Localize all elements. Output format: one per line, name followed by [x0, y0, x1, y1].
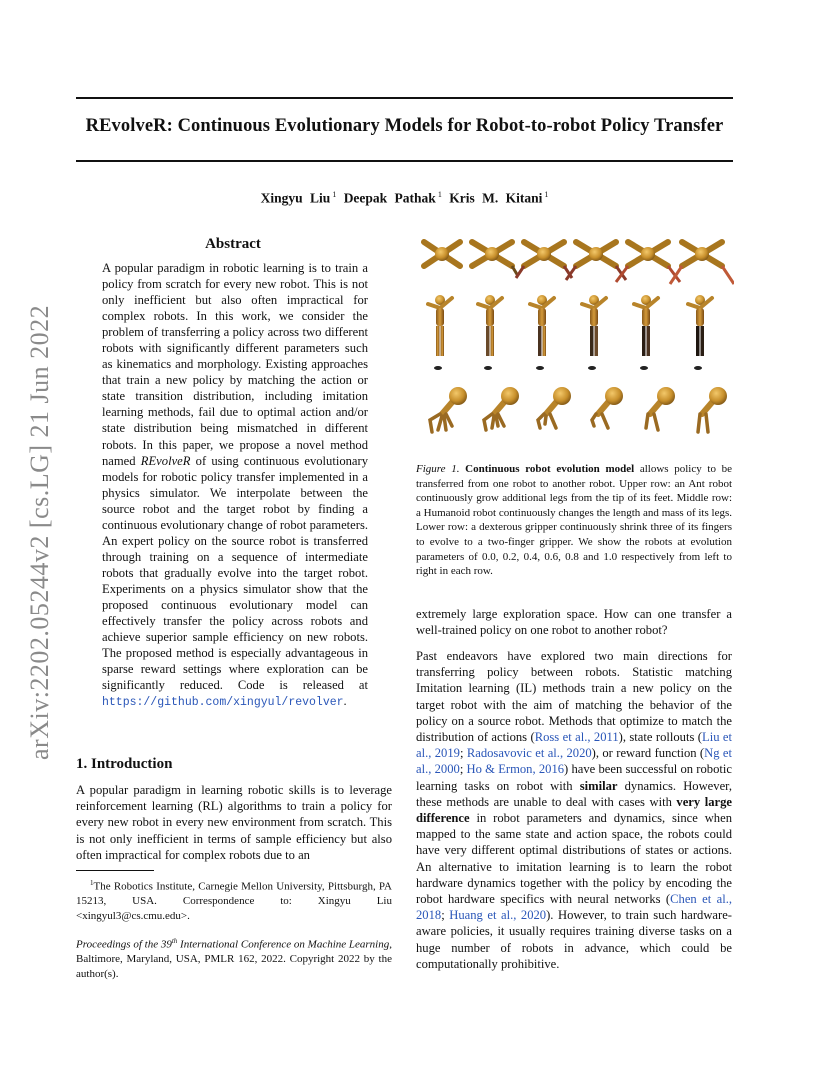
paragraph-text: ; — [459, 746, 467, 761]
gripper-robot-icon — [484, 387, 519, 430]
gripper-robot-icon — [646, 387, 675, 430]
humanoid-robot-row — [428, 295, 712, 370]
citation-link[interactable]: Ho & Ermon, 2016 — [466, 762, 565, 777]
footnote-proceedings — [76, 934, 392, 981]
emphasis-text: similar — [579, 778, 618, 793]
section-heading-introduction: 1. Introduction — [76, 756, 173, 772]
author-name: Xingyu Liu — [260, 190, 331, 206]
humanoid-robot-icon — [428, 295, 452, 370]
title-top-rule — [76, 97, 733, 99]
author-affiliation-mark: 1 — [437, 190, 442, 199]
abstract-text-cont: of using continuous evolutionary models for robotic policy transfer implemented in a physics simulator. We interpolate between the source robot and the target robot by finding a continuous evolutionary change of robot parameters. An expert policy on the source robot is transferred through training on a sequence of intermediate robots that gradually evolve into the target robot. Experiments on a physics simulator show that the proposed continuous evolutionary model can effectively transfer the policy across robots and achieve superior sample efficiency on new robots. The proposed method is especially advantageous in sparse reward settings where exploration can be significantly reduced. Code is released at — [102, 453, 369, 693]
humanoid-robot-icon — [530, 295, 554, 370]
right-column-paragraph-1: extremely large exploration space. How can one transfer a well-trained policy on one robot to another robot? — [416, 607, 732, 638]
gripper-robot-icon — [430, 387, 467, 432]
paragraph-text: ) have been successful on robotic learning tasks on robot with — [416, 762, 732, 793]
author-name: Deepak Pathak — [343, 190, 436, 206]
citation-link[interactable]: Liu et al., 2019 — [416, 730, 732, 761]
gripper-robot-icon — [698, 387, 727, 432]
citation-link[interactable]: Ng et al., 2000 — [416, 746, 732, 777]
footnote-mark: 1 — [90, 879, 94, 887]
method-name: REvolveR — [140, 453, 191, 468]
right-column-paragraph-2 — [416, 648, 732, 972]
introduction-text: A popular paradigm in learning robotic skills is to leverage reinforcement learning (RL) algorithms to train a policy for every new robot in every new environment from scratch. This is not only inefficient in terms of sample efficiency but also often impractical for complex robots due to an — [76, 783, 392, 862]
figure-caption-bold: Continuous robot evolution model — [465, 463, 635, 475]
paragraph-text: in robot parameters and dynamics, since when mapped to the same state and action space, the robots could have very different optimal distributions of states or actions. An alternative to imitation learning is to learn the robot hardware dynamics together with the policy by encoding the robot hardware specifics with neural networks ( — [416, 811, 732, 907]
proceedings-venue: International Conference on Machine Learning — [177, 938, 390, 951]
paragraph-text: Past endeavors have explored two main directions for transferring policy between robots. Statistic matching Imitation learning (IL) methods train a new policy on the target robot with the aim of matching the behavior of the policy on a source robot. Methods that optimize to match the distribution of actions ( — [416, 649, 732, 745]
figure-label: Figure 1. — [416, 463, 460, 475]
proceedings-text: Proceedings of the 39 — [76, 938, 172, 951]
ant-robot-icon — [472, 242, 518, 276]
ant-robot-icon — [566, 242, 626, 280]
humanoid-robot-icon — [582, 295, 606, 370]
author-list — [76, 190, 733, 207]
gripper-robot-row — [430, 387, 727, 432]
emphasis-text: very large difference — [416, 794, 733, 826]
code-link[interactable]: https://github.com/xingyul/revolver — [102, 696, 344, 710]
figure-caption — [416, 462, 732, 579]
arxiv-side-label: arXiv:2202.05244v2 [cs.LG] 21 Jun 2022 — [25, 304, 54, 760]
humanoid-robot-icon — [688, 295, 712, 370]
citation-link[interactable]: Chen et al., 2018 — [416, 892, 732, 923]
citation-link[interactable]: Huang et al., 2020 — [449, 908, 547, 923]
humanoid-robot-icon — [478, 295, 502, 370]
ant-robot-icon — [670, 242, 734, 284]
citation-link[interactable]: Ross et al., 2011 — [534, 730, 619, 745]
paper-title: REvolveR: Continuous Evolutionary Models for Robot-to-robot Policy Transfer — [85, 116, 724, 136]
footnote-rule — [76, 870, 154, 871]
paragraph-text: ), state rollouts ( — [618, 730, 702, 745]
title-bottom-rule — [76, 160, 733, 162]
author-name: Kris M. Kitani — [449, 190, 543, 206]
paragraph-text: ), or reward function ( — [591, 746, 705, 761]
abstract-body — [102, 260, 368, 711]
gripper-robot-icon — [592, 387, 623, 428]
ant-robot-row — [424, 242, 734, 284]
paragraph-text: ; — [441, 908, 450, 923]
ant-robot-icon — [616, 242, 680, 282]
abstract-end: . — [343, 694, 347, 709]
abstract-heading: Abstract — [205, 236, 261, 252]
abstract-text: A popular paradigm in robotic learning is to train a policy from scratch for every new robot. This is not only inefficient but also often impractical for complex robots. In this work, we consider the problem of transferring a policy across two different robots with significantly different parameters such as kinematics and morphology. Existing approaches that train a new policy by matching the action or state transition distribution, including imitation learning methods, fail due to optimal action and/or state distribution being mismatched in different robots. In this paper, we propose a novel method named — [102, 261, 368, 468]
author-affiliation-mark: 1 — [332, 190, 337, 199]
ant-robot-icon — [424, 242, 460, 266]
footnote-affiliation-text: The Robotics Institute, Carnegie Mellon University, Pittsburgh, PA 15213, USA. Correspondence to: Xingyu Liu <xingyul3@cs.cmu.edu>. — [76, 880, 392, 922]
figure-caption-text: allows policy to be transferred from one robot to another robot. Upper row: an Ant robot continuously grow additional legs from the tip of its feet. Middle row: a Humanoid robot continuously changes the length and mass of its legs. Lower row: a dexterous gripper continuously shrink three of its fingers to evolve to a two-finger gripper. We show the robots at evolution parameters of 0.0, 0.2, 0.4, 0.6, 0.8 and 1.0 respectively from left to right in each row. — [416, 463, 733, 578]
ant-robot-icon — [516, 242, 572, 278]
paragraph-text: dynamics. However, these methods are unable to deal with cases with — [416, 778, 732, 809]
author-affiliation-mark: 1 — [544, 190, 549, 199]
paragraph-text: ). However, to train such hardware-aware policies, it usually requires training diverse tasks on a huge number of robots in advance, which could be computationally prohibitive. — [416, 908, 732, 971]
gripper-robot-icon — [538, 387, 571, 428]
proceedings-ordinal: th — [171, 937, 178, 945]
robot-evolution-figure — [414, 232, 734, 454]
humanoid-robot-icon — [634, 295, 658, 370]
paragraph-text: ; — [459, 762, 467, 777]
proceedings-copyright: , Baltimore, Maryland, USA, PMLR 162, 2022. Copyright 2022 by the author(s). — [76, 938, 392, 980]
citation-link[interactable]: Radosavovic et al., 2020 — [466, 746, 592, 761]
footnote-affiliation — [76, 876, 392, 923]
